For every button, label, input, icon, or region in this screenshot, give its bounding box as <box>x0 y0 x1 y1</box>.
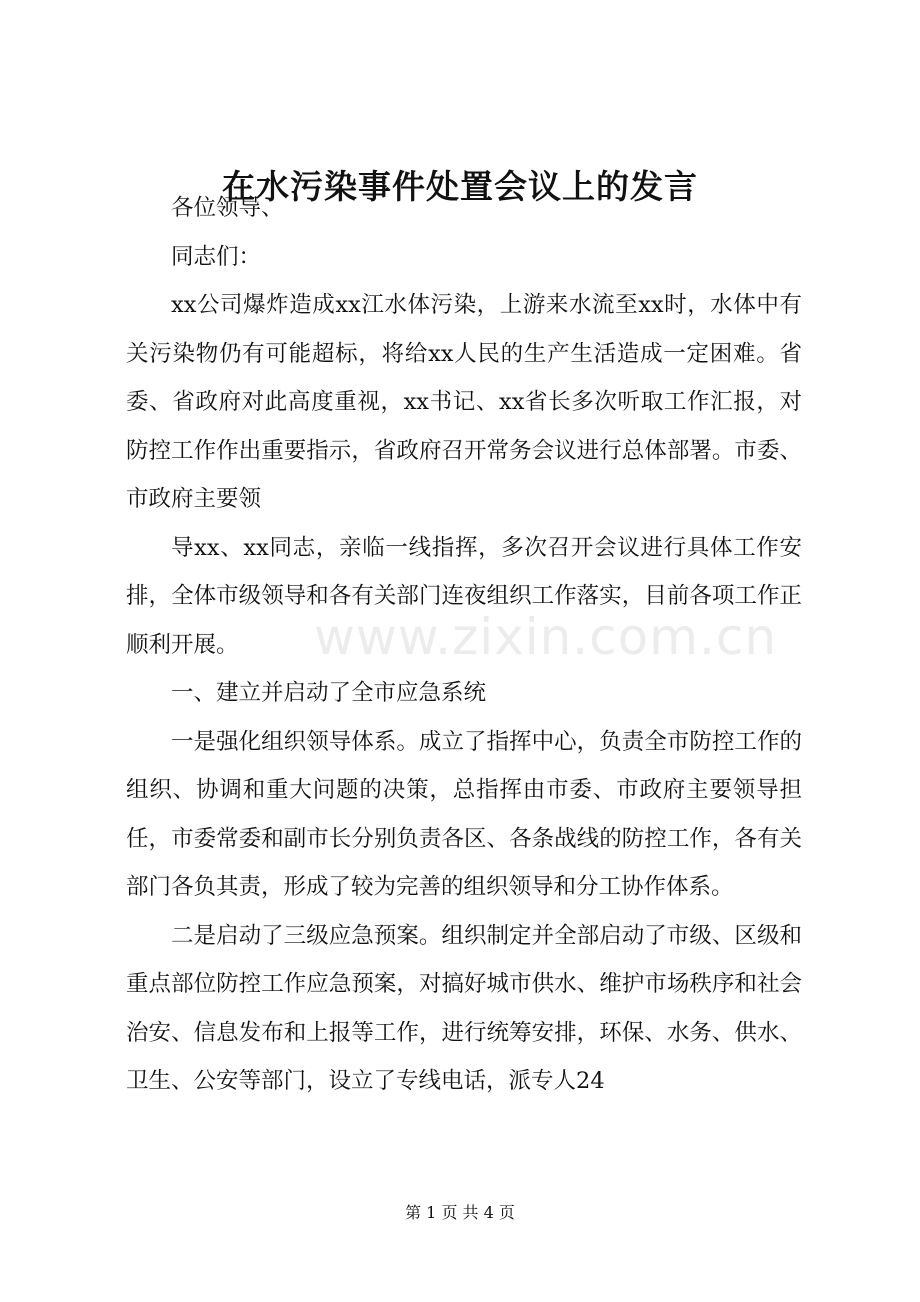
paragraph-salutation-2: 同志们： <box>171 243 262 270</box>
paragraph-intro: xx公司爆炸造成xx江水体污染，上游来水流至xx时，水体中有关污染物仍有可能超标，将给xx人民的生产生活造成一定困难。省委、省政府对此高度重视，xx书记、xx省长多次听取工作汇报，对防控工作作出重要指示，省政府召开常务会议进行总体部署。市委、市政府主要领 <box>126 292 802 512</box>
paragraph-leadership: 导xx、xx同志，亲临一线指挥，多次召开会议进行具体工作安排，全体市级领导和各有关部门连夜组织工作落实，目前各项工作正顺利开展。 <box>126 534 802 658</box>
paragraph-salutation-1: 各位领导、 <box>171 195 284 221</box>
watermark-text: www.zixin.com.cn <box>314 608 778 666</box>
page-footer: 第 1 页 共 4 页 <box>405 1203 515 1222</box>
section-heading-1: 一、建立并启动了全市应急系统 <box>171 680 487 706</box>
paragraph-emergency-plan: 二是启动了三级应急预案。组织制定并全部启动了市级、区级和重点部位防控工作应急预案，对搞好城市供水、维护市场秩序和社会治安、信息发布和上报等工作，进行统筹安排，环保、水务、供水、卫生、公安等部门，设立了专线电话，派专人24 <box>126 922 802 1094</box>
document-body <box>126 184 802 1106</box>
paragraph-organization: 一是强化组织领导体系。成立了指挥中心，负责全市防控工作的组织、协调和重大问题的决策，总指挥由市委、市政府主要领导担任，市委常委和副市长分别负责各区、各条战线的防控工作，各有关部门各负其责，形成了较为完善的组织领导和分工协作体系。 <box>126 728 802 900</box>
document-title: 在水污染事件处置会议上的发言 <box>222 167 698 206</box>
